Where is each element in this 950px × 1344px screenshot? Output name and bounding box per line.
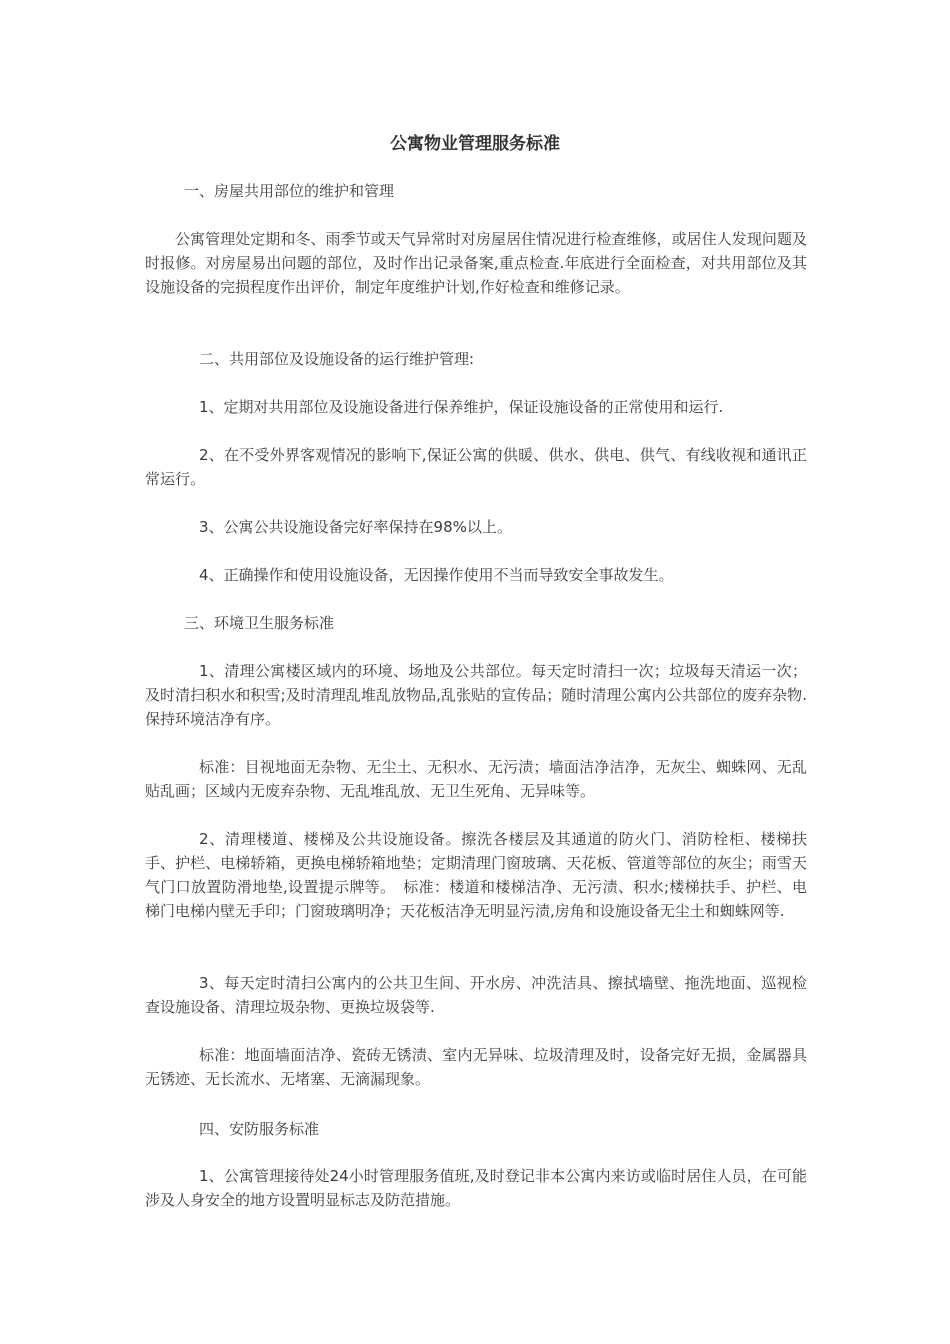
paragraph-item-4-1: 1、公寓管理接待处24小时管理服务值班,及时登记非本公寓内来访或临时居住人员，在可能涉及人身安全的地方设置明显标志及防范措施。 — [145, 1167, 807, 1209]
paragraph-item-2-2: 2、在不受外界客观情况的影响下,保证公寓的供暖、供水、供电、供气、有线收视和通讯正常运行。 — [145, 446, 807, 488]
paragraph-item-3-1: 1、清理公寓楼区域内的环境、场地及公共部位。每天定时清扫一次；垃圾每天清运一次；及时清扫积水和积雪;及时清理乱堆乱放物品,乱张贴的宣传品；随时清理公寓内公共部位的废弃杂物.保持环境洁净有序。 — [145, 662, 807, 728]
paragraph-standard-3-1: 标准：目视地面无杂物、无尘土、无积水、无污渍；墙面洁净洁净，无灰尘、蜘蛛网、无乱贴乱画；区域内无废弃杂物、无乱堆乱放、无卫生死角、无异味等。 — [145, 758, 807, 800]
paragraph-item-2-3: 3、公寓公共设施设备完好率保持在98%以上。 — [199, 518, 512, 536]
section-heading-2: 二、共用部位及设施设备的运行维护管理: — [199, 350, 475, 368]
document-title: 公寓物业管理服务标准 — [390, 134, 560, 154]
section-heading-1: 一、房屋共用部位的维护和管理 — [184, 182, 395, 200]
paragraph-housing-maintenance: 公寓管理处定期和冬、雨季节或天气异常时对房屋居住情况进行检查维修，或居住人发现问题及时报修。对房屋易出问题的部位，及时作出记录备案,重点检查.年底进行全面检查，对共用部位及其设施设备的完损程度作出评价，制定年度维护计划,作好检查和维修记录。 — [145, 230, 807, 296]
section-heading-4: 四、安防服务标准 — [199, 1120, 320, 1138]
paragraph-standard-3-3: 标准：地面墙面洁净、瓷砖无锈渍、室内无异味、垃圾清理及时，设备完好无损，金属器具无锈迹、无长流水、无堵塞、无滴漏现象。 — [145, 1046, 807, 1088]
paragraph-item-3-3: 3、每天定时清扫公寓内的公共卫生间、开水房、冲洗洁具、擦拭墙壁、拖洗地面、巡视检查设施设备、清理垃圾杂物、更换垃圾袋等. — [145, 974, 807, 1016]
paragraph-item-3-2: 2、清理楼道、楼梯及公共设施设备。擦洗各楼层及其通道的防火门、消防栓柜、楼梯扶手、护栏、电梯轿箱，更换电梯轿箱地垫；定期清理门窗玻璃、天花板、管道等部位的灰尘；雨雪天气门口放置防滑地垫,设置提示牌等。 标准：楼道和楼梯洁净、无污渍、积水;楼梯扶手、护栏、电梯门电梯内壁无手印；门窗玻璃明净；天花板洁净无明显污渍,房角和设施设备无尘土和蜘蛛网等. — [145, 830, 807, 920]
section-heading-3: 三、环境卫生服务标准 — [184, 614, 335, 632]
paragraph-item-2-1: 1、定期对共用部位及设施设备进行保养维护，保证设施设备的正常使用和运行. — [199, 398, 724, 416]
paragraph-item-2-4: 4、正确操作和使用设施设备，无因操作使用不当而导致安全事故发生。 — [199, 566, 674, 584]
